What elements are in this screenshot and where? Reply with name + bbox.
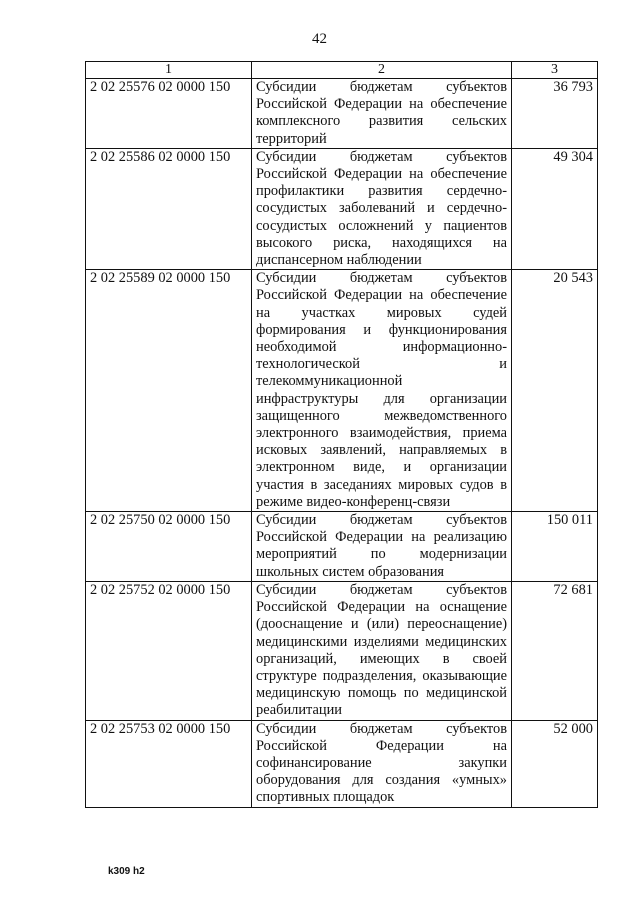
column-header-code: 1 (86, 62, 252, 79)
table-header-row (86, 62, 598, 79)
row-description: Субсидии бюджетам субъектов Российской Федерации на оснащение (дооснащение и (или) переоснащение) медицинскими изделиями медицинских организаций, имеющих в своей структуре подразделения, оказывающие медицинскую помощь по медицинской реабилитации (252, 581, 512, 720)
row-description: Субсидии бюджетам субъектов Российской Федерации на софинансирование закупки оборудования для создания «умных» спортивных площадок (252, 720, 512, 807)
budget-revenue-table (85, 61, 598, 808)
row-amount: 36 793 (512, 79, 598, 149)
row-code: 2 02 25753 02 0000 150 (86, 720, 252, 807)
table-row (86, 148, 598, 269)
table-row (86, 512, 598, 582)
row-code: 2 02 25750 02 0000 150 (86, 512, 252, 582)
column-header-description: 2 (252, 62, 512, 79)
row-code: 2 02 25576 02 0000 150 (86, 79, 252, 149)
row-description: Субсидии бюджетам субъектов Российской Федерации на реализацию мероприятий по модернизации школьных систем образования (252, 512, 512, 582)
table-row (86, 270, 598, 512)
table-row (86, 720, 598, 807)
row-description: Субсидии бюджетам субъектов Российской Федерации на обеспечение на участках мировых судей формирования и функционирования необходимой информационно-технологической и телекоммуникационной инфраструктуры для организации защищенного межведомственного электронного взаимодействия, приема исковых заявлений, направляемых в электронном виде, и организации участия в заседаниях мировых судов в режиме видео-конференц-связи (252, 270, 512, 512)
document-code: k309 h2 (108, 866, 145, 877)
row-amount: 52 000 (512, 720, 598, 807)
row-amount: 150 011 (512, 512, 598, 582)
row-code: 2 02 25586 02 0000 150 (86, 148, 252, 269)
row-code: 2 02 25589 02 0000 150 (86, 270, 252, 512)
table-row (86, 79, 598, 149)
column-header-amount: 3 (512, 62, 598, 79)
table-row (86, 581, 598, 720)
row-amount: 20 543 (512, 270, 598, 512)
row-amount: 72 681 (512, 581, 598, 720)
page-number: 42 (312, 31, 327, 47)
row-amount: 49 304 (512, 148, 598, 269)
row-code: 2 02 25752 02 0000 150 (86, 581, 252, 720)
row-description: Субсидии бюджетам субъектов Российской Федерации на обеспечение комплексного развития сельских территорий (252, 79, 512, 149)
row-description: Субсидии бюджетам субъектов Российской Федерации на обеспечение профилактики развития сердечно-сосудистых заболеваний и сердечно-сосудистых осложнений у пациентов высокого риска, находящихся на диспансерном наблюдении (252, 148, 512, 269)
